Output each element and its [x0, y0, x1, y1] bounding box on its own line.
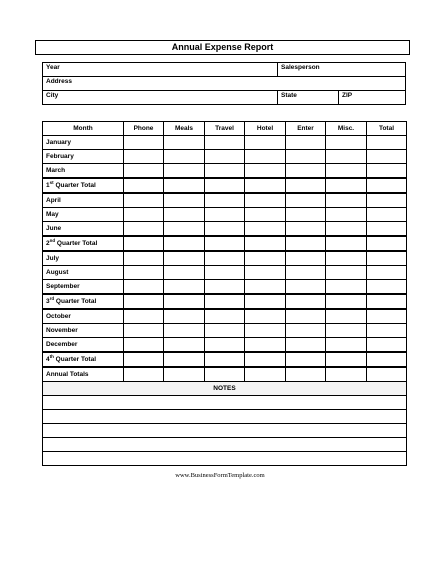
report-title: Annual Expense Report	[35, 40, 410, 55]
expense-cell[interactable]	[245, 294, 286, 309]
table-row	[43, 280, 407, 295]
expense-cell[interactable]	[245, 236, 286, 251]
expense-cell[interactable]	[205, 338, 245, 353]
expense-cell[interactable]	[326, 251, 367, 266]
notes-line[interactable]	[43, 424, 407, 438]
table-row	[43, 338, 407, 353]
row-label-q3-total	[43, 294, 124, 309]
salesperson-label: Salesperson	[281, 64, 320, 71]
row-label-october: October	[43, 309, 124, 324]
row-label-q1-total	[43, 178, 124, 193]
expense-cell[interactable]	[286, 266, 326, 280]
expense-cell[interactable]	[124, 266, 164, 280]
expense-cell[interactable]	[367, 367, 407, 382]
expense-cell[interactable]	[326, 150, 367, 164]
expense-cell[interactable]	[367, 324, 407, 338]
expense-cell[interactable]	[245, 164, 286, 179]
expense-cell[interactable]	[164, 367, 205, 382]
expense-cell[interactable]	[164, 178, 205, 193]
expense-cell[interactable]	[205, 352, 245, 367]
expense-cell[interactable]	[326, 338, 367, 353]
row-label-february: February	[43, 150, 124, 164]
expense-cell[interactable]	[205, 294, 245, 309]
city-label: City	[46, 92, 59, 99]
expense-cell[interactable]	[124, 164, 164, 179]
expense-cell[interactable]	[326, 367, 367, 382]
expense-cell[interactable]	[245, 367, 286, 382]
expense-cell[interactable]	[164, 193, 205, 208]
expense-cell[interactable]	[205, 367, 245, 382]
expense-cell[interactable]	[286, 367, 326, 382]
annual-totals-row	[43, 367, 407, 382]
notes-line-cell[interactable]	[43, 452, 407, 466]
address-field[interactable]	[43, 77, 406, 91]
row-label-q2-total	[43, 236, 124, 251]
quarter-total-row	[43, 236, 407, 251]
expense-cell[interactable]	[326, 280, 367, 295]
expense-cell[interactable]	[286, 251, 326, 266]
col-header-meals: Meals	[164, 122, 205, 136]
expense-cell[interactable]	[326, 352, 367, 367]
col-header-phone: Phone	[124, 122, 164, 136]
expense-cell[interactable]	[124, 208, 164, 222]
expense-cell[interactable]	[124, 222, 164, 237]
expense-cell[interactable]	[124, 251, 164, 266]
col-header-enter: Enter	[286, 122, 326, 136]
expense-cell[interactable]	[326, 236, 367, 251]
col-header-misc: Misc.	[326, 122, 367, 136]
state-label: State	[281, 92, 297, 99]
expense-cell[interactable]	[164, 352, 205, 367]
col-header-total: Total	[367, 122, 407, 136]
col-header-hotel: Hotel	[245, 122, 286, 136]
zip-label: ZIP	[342, 92, 353, 99]
expense-cell[interactable]	[245, 136, 286, 150]
expense-cell[interactable]	[124, 324, 164, 338]
expense-cell[interactable]	[245, 193, 286, 208]
expense-cell[interactable]	[124, 280, 164, 295]
q2-label-rest: Quarter Total	[55, 239, 98, 247]
col-header-travel: Travel	[205, 122, 245, 136]
expense-cell[interactable]	[286, 222, 326, 237]
expense-cell[interactable]	[245, 309, 286, 324]
table-row	[43, 193, 407, 208]
row-label-march: March	[43, 164, 124, 179]
expense-cell[interactable]	[205, 208, 245, 222]
q3-label-rest: Quarter Total	[54, 297, 97, 305]
expense-cell[interactable]	[164, 324, 205, 338]
table-header-row	[43, 122, 407, 136]
expense-cell[interactable]	[367, 338, 407, 353]
row-label-january: January	[43, 136, 124, 150]
expense-cell[interactable]	[286, 309, 326, 324]
q1-suffix: st	[49, 179, 54, 185]
row-label-november: November	[43, 324, 124, 338]
expense-cell[interactable]	[124, 193, 164, 208]
expense-cell[interactable]	[367, 208, 407, 222]
expense-cell[interactable]	[245, 222, 286, 237]
expense-cell[interactable]	[245, 338, 286, 353]
expense-cell[interactable]	[286, 208, 326, 222]
row-label-april: April	[43, 193, 124, 208]
year-field[interactable]	[43, 63, 278, 77]
expense-cell[interactable]	[164, 309, 205, 324]
expense-cell[interactable]	[326, 193, 367, 208]
notes-line[interactable]	[43, 396, 407, 410]
expense-cell[interactable]	[245, 208, 286, 222]
q4-number: 4	[46, 355, 50, 363]
expense-cell[interactable]	[367, 309, 407, 324]
expense-cell[interactable]	[205, 280, 245, 295]
header-info-table	[42, 62, 406, 105]
quarter-total-row	[43, 352, 407, 367]
expense-cell[interactable]	[164, 208, 205, 222]
quarter-total-row	[43, 294, 407, 309]
q1-number: 1	[46, 181, 50, 189]
notes-line[interactable]	[43, 410, 407, 424]
expense-cell[interactable]	[286, 338, 326, 353]
q2-suffix: nd	[49, 237, 56, 243]
row-label-annual-totals: Annual Totals	[43, 367, 124, 382]
expense-cell[interactable]	[326, 222, 367, 237]
expense-cell[interactable]	[245, 280, 286, 295]
expense-cell[interactable]	[367, 294, 407, 309]
expense-cell[interactable]	[124, 150, 164, 164]
expense-cell[interactable]	[124, 309, 164, 324]
q4-suffix: th	[49, 353, 54, 359]
expense-cell[interactable]	[245, 266, 286, 280]
table-row	[43, 222, 407, 237]
expense-cell[interactable]	[205, 178, 245, 193]
expense-cell[interactable]	[124, 294, 164, 309]
expense-cell[interactable]	[326, 136, 367, 150]
salesperson-field[interactable]	[278, 63, 406, 77]
address-label: Address	[46, 78, 73, 85]
footer-url: www.BusinessFormTemplate.com	[175, 472, 265, 479]
expense-cell[interactable]	[164, 280, 205, 295]
col-header-month: Month	[43, 122, 124, 136]
quarter-total-row	[43, 178, 407, 193]
expense-cell[interactable]	[245, 150, 286, 164]
expense-cell[interactable]	[164, 266, 205, 280]
expense-cell[interactable]	[124, 352, 164, 367]
row-label-july: July	[43, 251, 124, 266]
expense-cell[interactable]	[367, 280, 407, 295]
expense-cell[interactable]	[124, 178, 164, 193]
expense-cell[interactable]	[286, 236, 326, 251]
q1-label-rest: Quarter Total	[53, 181, 96, 189]
expense-cell[interactable]	[205, 251, 245, 266]
expense-cell[interactable]	[164, 236, 205, 251]
notes-line-cell[interactable]	[43, 438, 407, 452]
expense-cell[interactable]	[245, 251, 286, 266]
table-row	[43, 309, 407, 324]
q3-number: 3	[46, 297, 50, 305]
expense-cell[interactable]	[367, 193, 407, 208]
expense-cell[interactable]	[205, 324, 245, 338]
row-label-september: September	[43, 280, 124, 295]
expense-cell[interactable]	[205, 222, 245, 237]
expense-cell[interactable]	[205, 150, 245, 164]
expense-cell[interactable]	[367, 164, 407, 179]
expense-cell[interactable]	[124, 236, 164, 251]
expense-cell[interactable]	[367, 251, 407, 266]
expense-cell[interactable]	[367, 150, 407, 164]
notes-line[interactable]	[43, 452, 407, 466]
notes-line-cell[interactable]	[43, 396, 407, 410]
expense-cell[interactable]	[286, 178, 326, 193]
expense-cell[interactable]	[245, 178, 286, 193]
row-label-august: August	[43, 266, 124, 280]
table-row	[43, 164, 407, 179]
table-row	[43, 136, 407, 150]
expense-cell[interactable]	[286, 324, 326, 338]
expense-cell[interactable]	[124, 136, 164, 150]
expense-cell[interactable]	[205, 266, 245, 280]
row-label-may: May	[43, 208, 124, 222]
expense-cell[interactable]	[326, 178, 367, 193]
table-row	[43, 150, 407, 164]
expense-cell[interactable]	[286, 294, 326, 309]
table-row	[43, 324, 407, 338]
q2-number: 2	[46, 239, 50, 247]
notes-line-cell[interactable]	[43, 424, 407, 438]
q3-suffix: rd	[49, 295, 55, 301]
expense-cell[interactable]	[286, 164, 326, 179]
expense-cell[interactable]	[326, 324, 367, 338]
expense-cell[interactable]	[245, 324, 286, 338]
expense-cell[interactable]	[286, 193, 326, 208]
table-row	[43, 208, 407, 222]
expense-cell[interactable]	[205, 164, 245, 179]
expense-cell[interactable]	[164, 338, 205, 353]
expense-cell[interactable]	[164, 222, 205, 237]
expense-cell[interactable]	[164, 150, 205, 164]
row-label-q4-total	[43, 352, 124, 367]
expense-cell[interactable]	[326, 266, 367, 280]
expense-cell[interactable]	[326, 309, 367, 324]
row-label-december: December	[43, 338, 124, 353]
expense-cell[interactable]	[205, 136, 245, 150]
state-field[interactable]	[278, 91, 339, 105]
expense-cell[interactable]	[367, 352, 407, 367]
expense-cell[interactable]	[367, 266, 407, 280]
row-label-june: June	[43, 222, 124, 237]
expense-cell[interactable]	[367, 222, 407, 237]
expense-cell[interactable]	[205, 193, 245, 208]
expense-cell[interactable]	[164, 136, 205, 150]
expense-cell[interactable]	[326, 208, 367, 222]
expense-cell[interactable]	[367, 236, 407, 251]
expense-cell[interactable]	[205, 309, 245, 324]
expense-cell[interactable]	[124, 338, 164, 353]
expense-cell[interactable]	[367, 136, 407, 150]
zip-field[interactable]	[339, 91, 406, 105]
q4-label-rest: Quarter Total	[53, 355, 97, 363]
notes-line-cell[interactable]	[43, 410, 407, 424]
notes-line[interactable]	[43, 438, 407, 452]
expense-cell[interactable]	[367, 178, 407, 193]
expense-cell[interactable]	[124, 367, 164, 382]
notes-header-row	[43, 382, 407, 396]
expense-cell[interactable]	[164, 294, 205, 309]
table-row	[43, 251, 407, 266]
expense-cell[interactable]	[286, 352, 326, 367]
year-label: Year	[46, 64, 60, 71]
expense-cell[interactable]	[205, 236, 245, 251]
expense-cell[interactable]	[326, 164, 367, 179]
expense-cell[interactable]	[326, 294, 367, 309]
expense-cell[interactable]	[164, 164, 205, 179]
expense-cell[interactable]	[286, 136, 326, 150]
city-field[interactable]	[43, 91, 278, 105]
expense-table	[42, 121, 407, 466]
expense-cell[interactable]	[164, 251, 205, 266]
expense-cell[interactable]	[286, 280, 326, 295]
table-row	[43, 266, 407, 280]
notes-heading: NOTES	[43, 382, 407, 396]
expense-cell[interactable]	[286, 150, 326, 164]
expense-cell[interactable]	[245, 352, 286, 367]
